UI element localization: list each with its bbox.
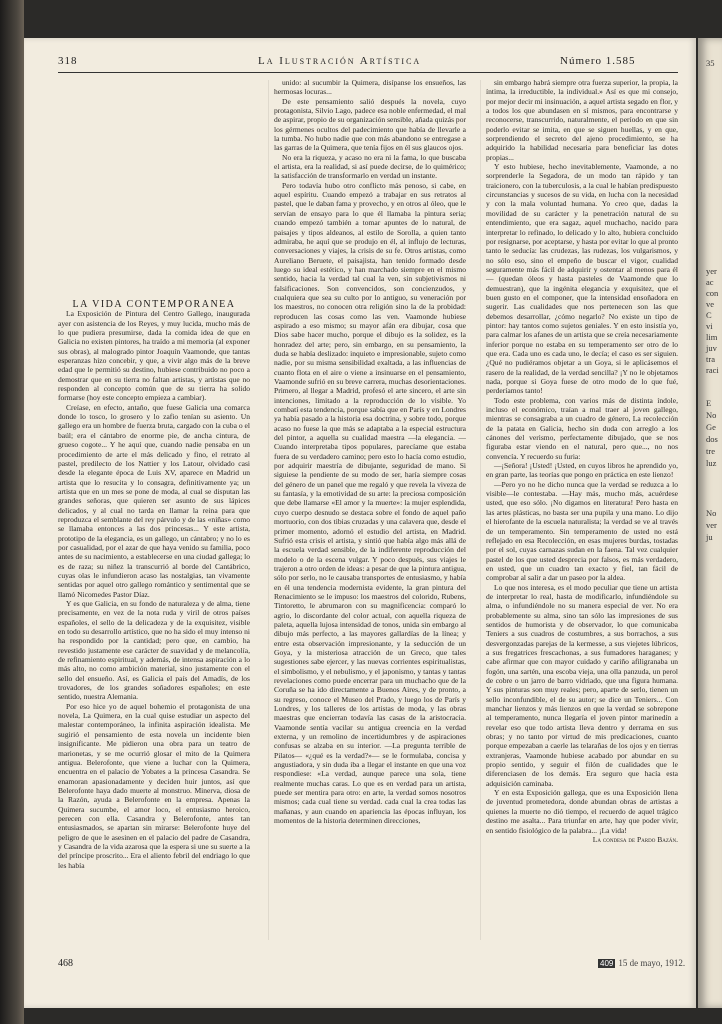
- next-page-fragment: con: [706, 288, 719, 298]
- footer-tag: 409: [600, 959, 614, 968]
- paragraph: Por eso hice yo de aquel bohemio el protagonista de una novela, La Quimera, en la cual quise estudiar un aspecto del malestar contemporáneo, la infinita aspiración idealista. Me sugirió el pensamiento de esta novela un incidente bien insignificante. Me pidieron una obra para un teatro de marionetas, y se me ocurrió glosar el mito de la Quimera antigua. Belerofonte, que viene a luchar con la Quimera, encuentra en el palacio de Yobates a la princesa Casandra. Se enamoran apasionadamente y deciden huir juntos, así que Belerofonte haya dado muerte al monstruo. Minerva, diosa de la Razón, ayuda a Belerofonte en la empresa. Apenas la Quimera sucumbe, el amor loco, el entusiasmo heroico, perecen con ella. Casandra y Belerofonte, antes tan entusiasmados, se apartan sin mirarse: Belerofonte huye del peligro de que le asesinen en el palacio del padre de Casandra, y Casandra de la vida azarosa que la espera si une su suerte a la del príncipe proscrito... Era el aliento febril del endriago lo que les había: [58, 701, 250, 870]
- next-page-fragment: tre: [706, 446, 715, 456]
- paragraph: Todo este problema, con varios más de distinta índole, incluso el económico, traían a mal traer al joven gallego, mientras se consagraba a un cuadro de género, La recolección de la patata en Galicia, hecho sin duda con arreglo a los cánones del verismo, perfectamente dibujado, que se nos figuraba estar viendo en el natural, pero que..., no nos convencía. Y recuerdo su furia:: [486, 395, 678, 461]
- paragraph: No era la riqueza, y acaso no era ni la fama, lo que buscaba el artista, era la realidad, si así puede decirse, de lo quimérico; la satisfacción de transformarlo en verdad un instante.: [274, 152, 466, 181]
- paragraph: Creíase, en efecto, antaño, que fuese Galicia una comarca donde lo tosco, lo grosero y lo zafio tenían su asiento. Un gallego era un hombre de fuerza bruta, cargado con la cuba o el baúl; era el cántabro de enorme pie, de ancha cintura, de grueso cogote... Y he aquí que, cuando nadie pensaba en un procedimiento de arte el más delicado y fino, el retrato al pastel, predilecto de los Nattier y los Latour, olvidado casi desde la elegante época de Luis XV, aparece en Madrid un artista que lo resucita y lo consagra, definitivamente ya; un artista que en un mes se pone de moda, al cual se disputan las grandes señoras, que quieren ser asunto de sus lápices delicados, y al cual no tarda en llamar la reina para que reproduzca el semblante del rey párvulo y de las «niñas» como se llamaba entonces a las dos princesas... Y este artista, prototipo de la elegancia, es un gallego, un cántabro; y no lo es por casualidad, por el azar de que haya venido su familia, poco antes de su nacimiento, a establecerse en una ciudad gallega; lo es de raza; su niñez la transcurrió al borde del Cantábrico, cuyas olas le infundieron acaso las nostalgias, tan vivamente sentidas por aquel otro gallego romántico y sentimental que se llamó Nicomedes Pastor Díaz.: [58, 402, 250, 599]
- next-page-fragment: No: [706, 508, 717, 518]
- paragraph: Y en esta Exposición gallega, que es una Exposición llena de juventud prometedora, donde abundan obras de artistas a quienes la muerte no dió tiempo, el recuerdo de aquel trágico destino me asalta... Para triunfar en arte, hay que poder vivir, en sentido fisiológico de la palabra... ¡La vida!: [486, 788, 678, 835]
- next-page-fragment: ac: [706, 277, 714, 287]
- paragraph: unido: al sucumbir la Quimera, disípanse los ensueños, las hermosas locuras...: [274, 78, 466, 97]
- next-page-fragment: lim: [706, 332, 718, 342]
- text-column-3: [486, 78, 678, 938]
- next-page-fragment: E: [706, 398, 712, 408]
- author-signature: La condesa de Pardo Bazán.: [592, 834, 678, 844]
- next-page-fragment: 35: [706, 58, 715, 68]
- section-title: LA VIDA CONTEMPORÁNEA: [72, 300, 236, 310]
- column-divider: [480, 80, 481, 940]
- next-page-fragment: Ge: [706, 422, 716, 432]
- footer-date: 15 de mayo, 1912.: [618, 958, 686, 968]
- next-page-fragment: ju: [706, 532, 713, 542]
- paragraph: —¡Señora! ¡Usted! ¡Usted, en cuyos libros he aprendido yo, en gran parte, las teorías que pongo en práctica en este lienzo!: [486, 461, 678, 480]
- book-spine: [0, 0, 24, 1024]
- next-page-fragment: luz: [706, 458, 717, 468]
- header-issue-number: Número 1.585: [560, 55, 636, 67]
- paragraph: Lo que nos interesa, es el modo peculiar que tiene un artista de interpretar lo real, hasta de modificarlo, infundiéndole su alma, o infundiéndole no su manera especial de ver. No era probablemente su alma, sino tan sólo las impresiones de sus sentidos de humorista y de observador, lo que comunicaba Teniers a sus cuadros de costumbres, a sus borrachos, a sus desvergonzadas parejas de la kermesse, a sus viejetes lúbricos, a sus fregatrices frescachonas, a sus fumadores haraganes; y cabe afirmar que con mayor cuidado y cariño afiligranaba un fogón, una sartén, una escoba vieja, una olla panzuda, un perol de cobre o un jarro de barro vidriado, que una figura humana. Y sus pinturas son muy reales; pero, aparte de serlo, tienen un sello inconfundible, el de su autor; se dice un Teniers... Con manchar lienzos y más lienzos en que la verdad se sobrepone al temperamento, nunca llegaría el joven pintor marinedín a revelar eso que todo artista lleva dentro y derrama en sus obras; y no tanto por virtud de mis predicaciones, cuanto porque empezaban a caerle las telarañas de los ojos y en tierras extranjeras, Vaamonde hubiese acabado por abundar en su propio sentido, y seguir el filón de cualidades que le diferenciasen de los demás. Era seguro que hacía esta adquisición caminaba.: [486, 582, 678, 788]
- paragraph: De este pensamiento salió después la novela, cuyo protagonista, Silvio Lago, padece esa noble enfermedad, el mal de aspirar, propio de su organización sensible, añada quizás por los gérmenes ocultos del padecimiento que había de llevarle a la tumba. No hubo nadie que con más abandono se entregase a las garras de la Quimera, que tenía fijos en él sus glaucos ojos.: [274, 96, 466, 153]
- next-page-fragment: yer: [706, 266, 717, 276]
- column-divider: [268, 80, 269, 940]
- header-rule: [58, 72, 678, 73]
- next-page-fragment: tra: [706, 354, 715, 364]
- text-column-1: [58, 300, 250, 940]
- next-page-fragment: vi: [706, 321, 713, 331]
- next-page-fragment: C: [706, 310, 712, 320]
- next-page-fragment: ver: [706, 520, 717, 530]
- next-page-fragment: raci: [706, 365, 719, 375]
- paragraph: Y es que Galicia, en su fondo de naturaleza y de alma, tiene precisamente, en vez de la nota ruda y viril de otros países españoles, el sello de la delicadeza y de la exquisitez, visible en todo su desarrollo artístico, que no ha sido el muy intenso ni ha respondido por la cantidad; pero que, en cambio, ha revestido justamente ese carácter de suavidad y de melancolía, de refinamiento espiritual, y además, de intensa aspiración a lo más alto, no como ambición material, sino justamente con el sello del ensueño. Así, es Galicia el país del Amadís, de los trovadores, de los grandes soñadores españoles; en este sentido, nuestra Alemania.: [58, 599, 250, 702]
- paragraph: Pero todavía hubo otro conflicto más penoso, si cabe, en aquel espíritu. Cuando empezó a trabajar en sus retratos al pastel, que le daban fama y provecho, y en otros al óleo, que le servían de ensayo para lo que él llamaba la pintura seria; cuando empezó también a tomar apuntes de lo natural, de paisajes y tipos aldeanos, al estilo de Sorolla, a quien tanto admiraba, he aquí que se produjo en él, al influjo de lecturas, conversaciones y viajes, la crisis de su fe. Otros artistas, como Aureliano Beruete, el paisajista, han tenido formado desde luego su ideal estético, y han marchado siempre en el mismo sentido, hacia la verdad tal cual la ven, sin subjetivismos ni falsificaciones. Son convencidos, son concienzudos, y cualquiera que sea su culto por lo antiguo, su veneración por los maestros, no conocen otra religión sino la de la probidad: reproducen las cosas como las ven. Vaamonde hubiese aspirado a eso mismo; su mayor afán era dibujar, cosa que Dios sabe hacer mucho, porque el dibujo es la solidez, es la honradez del arte; pero, sin embargo, en su pensamiento, la duda se había deslizado: inquieto e impresionable, sujeto como nadie, por su misma sensibilidad exaltada, a las influencias de cuanto flota en el aire o viene a insinuarse en el pensamiento, Vaamonde sufrió en su breve carrera, muchas desorientaciones. Primero, al llegar a Madrid, profesó el arte sincero, el arte sin intenciones, limitado a la reproducción de lo visible. Yo combatí esta tendencia, porque sabía que en París y en Londres ya había pasado a la historia esa doctrina, y sobre todo, porque acaso no fuese la que más se adaptaba a la especial estructura del pintor, a aquella su cualidad maestra —la elegancia. —Cuando interpretaba tipos populares, parecíame que estaba fuera de su verdadero camino; pero esto lo hacía como estudio, por adquirir maestría de dibujante, seguridad de mano. Si siguiese la pendiente de su modo de ser, haría siempre cosas del género de un panel que me regaló y que revela la viveza de su fantasía, y la emotividad de su arte: la preciosa composición que debe llamarse «El amor y la muerte»: la mujer esplendida, cuyo cuerpo desnudo se destaca sobre el fondo de aquel paño mortuorio, con dos tibias cruzadas y una calavera que, desde el primer momento, adornó el estudio del artista, en Madrid. Sufrió esta crisis el artista, y sintió que había algo más allá de la escuela verdad sensible, de la indiferente reproducción del modelo o de la escena vulgar. Y poco después, sus viajes le trajeron a otro orden de ideas: a pesar de que la pintura antigua, sólo por serlo, no le causaba transportes de entusiasmo, y había en él una tendencia modernista evidente, la gran pintura del Renacimiento se le impuso: los maestros del colorido, Rubens, Tintoretto, le abrumaron con su magnificencia: comparó lo agrio, lo discordante del color actual, con aquella riqueza de paleta, aquella lujosa intensidad de tonos, unida sin embargo al dibujo más perfecto, a las mayores gallardías de la línea; y entre esta observación impresionante, y la seducción de un Goya, y la misteriosa atracción de un Greco, que tales sugestiones sabe ejercer, y las nuevas corrientes espiritualistas, el simbolismo, y el nebulismo, y el japonismo, y tantas y tantas revelaciones como puede encerrar para un muchacho que de la Coruña se ha ido directamente a Buenos Aires, y de pronto, a su regreso, conoce el Museo del Prado, y luego los de París y Londres, y los talleres de los artistas de moda, y las obras maestras que encierran todavía las casas de la aristocracia. Vaamonde sentía vacilar su antigua creencia en la verdad externa, y un remolino de incertidumbres y de aspiraciones confusas se alzaba en su interior. —La pregunta terrible de Pilatos— «¿qué es la verdad?»— se le formulaba, concisa y angustiadora, y sin duda iba a llegar el instante en que una voz respondiese: «La verdad, aunque parece una sola, tiene realmente muchas caras. Lo que es en verdad para un artista, puede ser mentira para otro: en arte, la verdad somos nosotros mismos; cada cual tiene su verdad. cada cual la crea todas las mañanas, y aun cuando en apariencia las épocas influyan, los momentos de la historia determinen direcciones,: [274, 180, 466, 826]
- paragraph: La Exposición de Pintura del Centro Gallego, inaugurada ayer con asistencia de los Reyes, y muy lucida, mucho más de lo que pudiera presumirse, dada la comida idea de que en Galicia no existen pintores, ha traído a mi memoria (al exponer sus obras), al malogrado pintor Joaquín Vaamonde, que tantas esperanzas hizo concebir, y que, a vivir algo más de la breve edad que le permitió su destino, hubiese contribuido no poco a demostrar que en su tierra no faltan artistas, y artistas que no responden al concepto común que de su tierra ha solido formarse (hoy este concepto empieza a cambiar).: [58, 309, 250, 403]
- footer-date-stamp: [598, 958, 685, 968]
- paragraph: —Pero yo no he dicho nunca que la verdad se reduzca a lo visible—le contestaba. —Hay más, mucho más, acuérdese usted, que eso sólo. ¡No digamos en literatura! Pero hasta en las artes plásticas, no basta ser una pupila y una mano. Lo dijo el hierofante de la escuela naturalista; la verdad se ve al través de un temperamento. Sin temperamento de usted no está reflejado en esa Recolección, en esas mujeres burdas, tostadas por el sol, cuyas carnazas sudan en la faena. Tal vez cualquier pastel de los que usted desprecia por falsos, es más verdadero, en usted, que un cuadro tan exacto y fiel, tan fácil de comprobar al salir a dar un paseo por la aldea.: [486, 479, 678, 583]
- next-page-fragment: ve: [706, 299, 715, 309]
- next-page-fragment: juv: [706, 343, 717, 353]
- header-title: La Ilustración Artística: [258, 55, 422, 67]
- header-page-number: 318: [58, 55, 78, 67]
- next-page-fragment: dos: [706, 434, 718, 444]
- next-page-fragment: No: [706, 410, 717, 420]
- text-column-2: [274, 78, 466, 938]
- next-page-edge: [698, 38, 722, 1008]
- footer-folio: 468: [58, 958, 73, 969]
- paragraph: Y esto hubiese, hecho inevitablemente, Vaamonde, a no sorprenderle la Segadora, de un modo tan rápido y tan traicionero, con la tuberculosis, a la cual le habían predispuesto circunstancias y sucesos de su vida, en lucha con la necesidad y con la mala voluntad humana. Yo creo que, dadas la movilidad de su carácter y la penetración natural de su entendimiento, que era sagaz, aquel muchacho, nacido para interpretar lo refinado, lo delicado y lo alto, hubiera concluido por resignarse, por aceptarse, y hasta por evitar lo que al pronto tanto le seducía: las crudezas, las rudezas, los vulgarismos, y no sólo eso, sino el empeño de buscar el vigor, cualidad seguramente más fácil de adquirir y ostentar al menos para él— (quedan óleos y hasta pasteles de Vaamonde que lo demuestran), que la ingénita elegancia y exquisitez, que el buen gusto en el componer, que la intensidad ensoñadora en sugerir. Las cualidades que nos pertenecen son las que debemos desarrollar, ¿cómo negarlo? No existe un tipo de pintor: hay tantos como sujetos geniales. Y en esto insistía yo, para calmar los afanes de un artista que se creía necesariamente inferior porque no estaba en su temperamento ser otro de lo que era. Cada uno es cada uno, le decía; el caso es ser siguien. ¿Qué no pudiéramos objetar a un Goya, si le aplicásemos el rasero de la realidad, de la verdad sencilla? ¡Y no le objetamos nada, porque si Goya fuese de otro modo de lo que fué, perderíamos tanto!: [486, 162, 678, 396]
- paragraph: sin embargo habrá siempre otra fuerza superior, la propia, la íntima, la irreductible, la individual.» Así es que mi consejo, por mejor decir mi insinuación, a aquel artista segado en flor, y a todos los que abundasen en sí mismos, para encontrarse y reconocerse, transcurrido, naturalmente, el período en que sin poderlo evitar se imita, en que se siguen huellas, y en que, sorprendiendo el secreto del ajeno procedimiento, se ha adquirido la habilidad necesaria para beneficiar las dotes propias...: [486, 78, 678, 162]
